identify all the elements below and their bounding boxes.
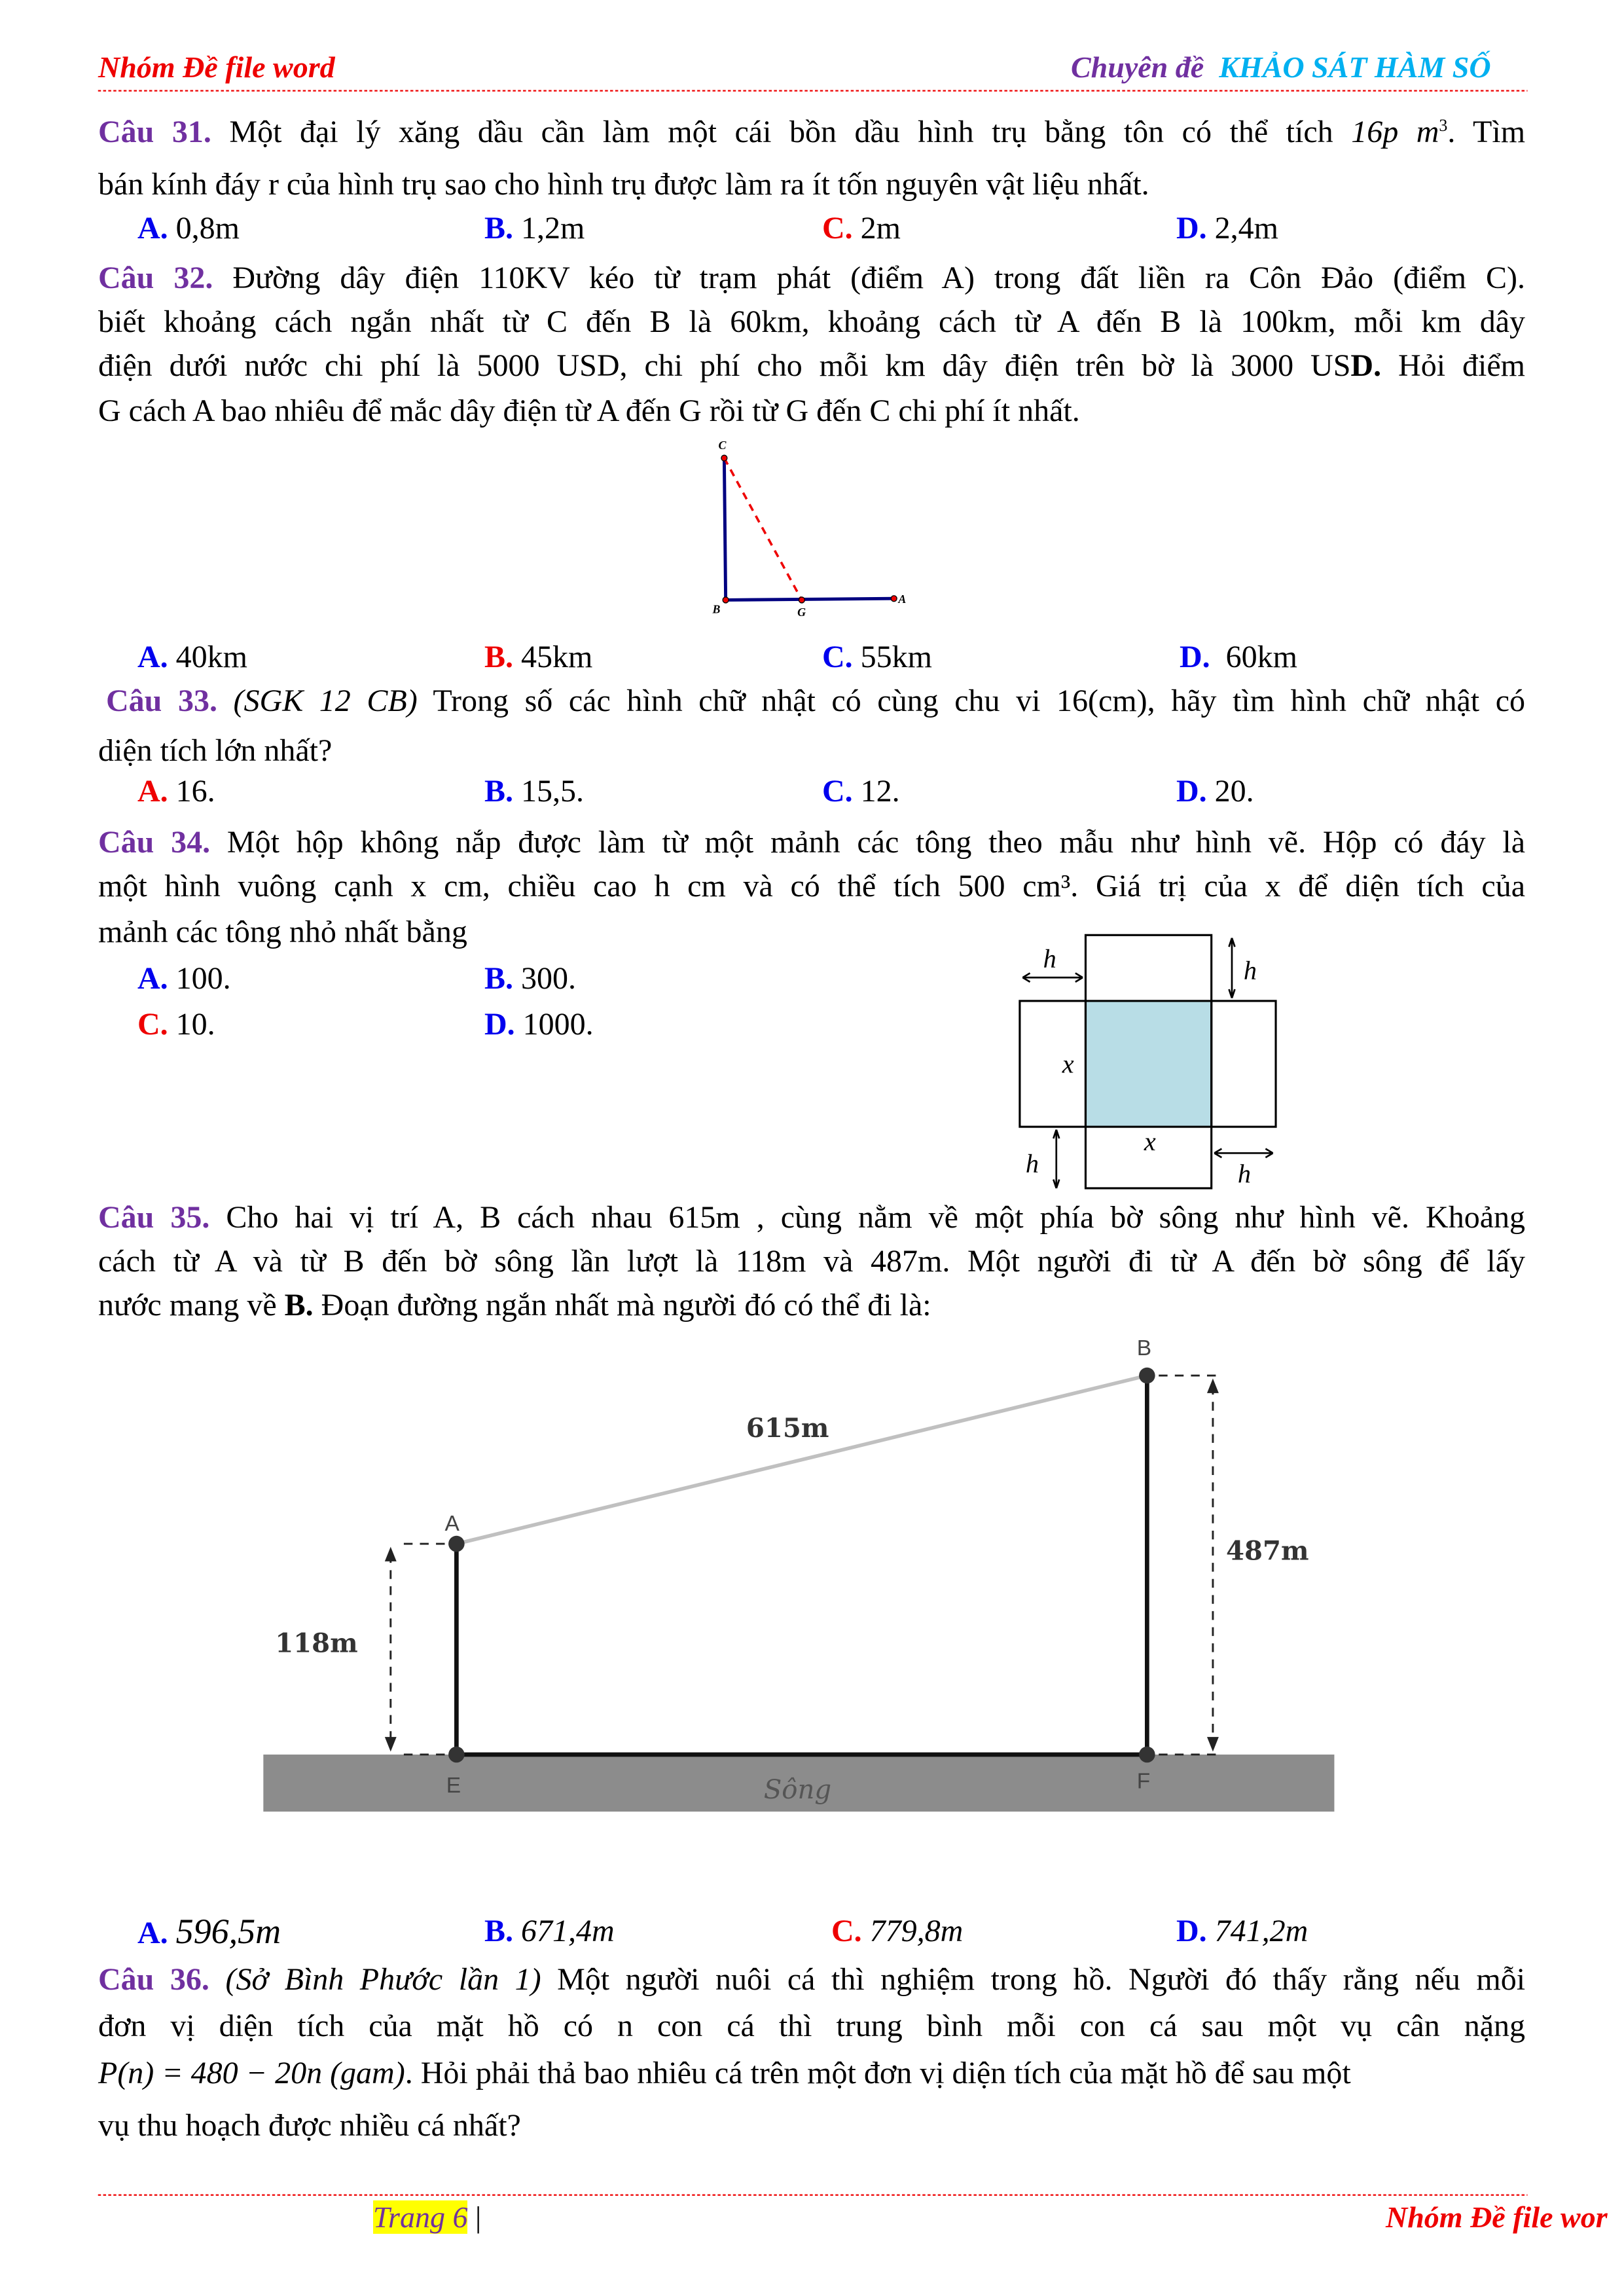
- q32-line2: biết khoảng cách ngắn nhất từ C đến B là 60km, khoảng cách từ A đến B là 100km, mỗi km dây: [98, 304, 1525, 339]
- page-number: Trang 6: [373, 2200, 468, 2234]
- q36-line2: đơn vị diện tích của mặt hồ có n con cá thì trung bình mỗi con cá sau một vụ cân nặng: [98, 2009, 1525, 2043]
- label-ab-distance: 615m: [746, 1412, 829, 1444]
- option-label: A.: [137, 961, 168, 996]
- question-label: Câu 35.: [98, 1200, 210, 1235]
- q36-text: . Hỏi phải thả bao nhiêu cá trên một đơn vị diện tích của mặt hồ để sau một: [405, 2056, 1351, 2090]
- q32-text: điện dưới nước chi phí là 5000 USD, chi phí cho mỗi km dây điện trên bờ là 3000 US: [98, 348, 1351, 383]
- option-label: A.: [137, 211, 168, 246]
- point-c: [721, 455, 727, 461]
- footer-separator: |: [475, 2200, 482, 2234]
- q36-formula: P(n) = 480 − 20n (gam): [98, 2056, 405, 2090]
- option-text: 45km: [521, 640, 593, 674]
- option-label: C.: [822, 211, 853, 246]
- q34-line2: một hình vuông cạnh x cm, chiều cao h cm và có thể tích 500 cm³. Giá trị của x để diện tích của: [98, 869, 1525, 903]
- option-text: 0,8m: [175, 211, 240, 246]
- option-label: C.: [831, 1914, 862, 1948]
- label-river: Sông: [763, 1775, 832, 1806]
- q32-bold: D.: [1350, 348, 1382, 383]
- option-label: B.: [484, 1914, 514, 1948]
- option-text: 741,2m: [1214, 1914, 1308, 1948]
- label-h: h: [1025, 1148, 1039, 1178]
- option-text: 1,2m: [521, 211, 585, 246]
- segment-ab: [456, 1376, 1147, 1544]
- label-e: E: [446, 1774, 461, 1798]
- q35-text: nước mang về: [98, 1288, 285, 1322]
- option-text: 55km: [860, 640, 933, 674]
- option-text: 100.: [175, 961, 231, 996]
- question-label: Câu 32.: [98, 261, 213, 295]
- option-text: 15,5.: [521, 774, 585, 809]
- option-text: 16.: [175, 774, 215, 809]
- label-h: h: [1243, 955, 1257, 985]
- segment-cb: [724, 458, 725, 600]
- point-b: [723, 597, 729, 603]
- question-label: Câu 31.: [98, 115, 211, 149]
- option-text: 12.: [860, 774, 900, 809]
- option-text: 2,4m: [1214, 211, 1279, 246]
- q32-text-end: Hỏi điểm: [1381, 348, 1525, 383]
- q36-line4: vụ thu hoạch được nhiều cá nhất?: [98, 2108, 521, 2143]
- point-g: [799, 597, 804, 603]
- q32-text: Đường dây điện 110KV kéo từ trạm phát (điểm A) trong đất liền ra Côn Đảo (điểm C).: [232, 261, 1526, 295]
- label-ae-distance: 118m: [275, 1628, 358, 1659]
- option-label: B.: [484, 640, 514, 674]
- q31-line2: bán kính đáy r của hình trụ sao cho hình trụ được làm ra ít tốn nguyên vật liệu nhất.: [98, 167, 1149, 202]
- q31-sup: 3: [1439, 116, 1448, 135]
- option-text: 20.: [1214, 774, 1254, 809]
- header-prefix: Chuyên đề: [1071, 50, 1204, 84]
- q36-text: Một người nuôi cá thì nghiệm trong hồ. Người đó thấy rằng nếu mỗi: [541, 1962, 1526, 1997]
- q35-text: Cho hai vị trí A, B cách nhau 615m , cùng nằm về một phía bờ sông như hình vẽ. Khoảng: [226, 1200, 1526, 1235]
- option-text: 300.: [521, 961, 577, 996]
- label-a: A: [444, 1511, 460, 1536]
- label-h: h: [1237, 1159, 1252, 1189]
- q31-text: Một đại lý xăng dầu cần làm một cái bồn dầu hình trụ bằng tôn có thể tích: [229, 115, 1333, 149]
- label-c: C: [718, 439, 727, 452]
- label-b: B: [1136, 1336, 1152, 1360]
- label-a: A: [898, 592, 907, 606]
- q34-text: Một hộp không nắp được làm từ một mảnh các tông theo mẫu như hình vẽ. Hộp có đáy là: [226, 825, 1526, 860]
- option-text: 779,8m: [869, 1914, 964, 1948]
- option-label: A.: [137, 640, 168, 674]
- header-left: Nhóm Đề file word: [98, 50, 335, 84]
- q36-source: (Sở Bình Phước lần 1): [225, 1962, 541, 1997]
- footer-right: Nhóm Đề file wor: [1386, 2200, 1608, 2234]
- label-f: F: [1136, 1769, 1151, 1794]
- q31-text-end: . Tìm: [1447, 115, 1526, 149]
- option-text: 596,5m: [175, 1912, 281, 1951]
- option-label: C.: [822, 774, 853, 809]
- label-x: x: [1062, 1049, 1074, 1079]
- option-label: D.: [1176, 774, 1207, 809]
- q33-line2: diện tích lớn nhất?: [98, 733, 333, 768]
- segment-cg: [724, 458, 801, 600]
- option-label: A.: [137, 774, 168, 809]
- q35-line2: cách từ A và từ B đến bờ sông lần lượt là 118m và 487m. Một người đi từ A đến bờ sông để lấy: [98, 1244, 1525, 1279]
- label-bf-distance: 487m: [1226, 1535, 1309, 1567]
- label-h: h: [1043, 943, 1056, 974]
- option-label: D.: [1176, 211, 1207, 246]
- q31-math: 16p m: [1351, 115, 1439, 149]
- q33-source: (SGK 12 CB): [233, 683, 418, 718]
- option-label: D.: [1176, 1914, 1207, 1948]
- label-g: G: [797, 606, 806, 619]
- option-label: D.: [484, 1007, 515, 1042]
- option-label: B.: [484, 961, 514, 996]
- option-text: 60km: [1225, 640, 1298, 674]
- q32-line4: G cách A bao nhiêu để mắc dây điện từ A đến G rồi từ G đến C chi phí ít nhất.: [98, 393, 1080, 428]
- question-label: Câu 33.: [106, 683, 217, 718]
- base-square: [1085, 1001, 1211, 1127]
- q34-line3: mảnh các tông nhỏ nhất bằng: [98, 915, 467, 949]
- q33-text: Trong số các hình chữ nhật có cùng chu vi 16(cm), hãy tìm hình chữ nhật có: [417, 683, 1526, 718]
- point-a: [448, 1536, 465, 1552]
- q32-figure: [712, 439, 907, 619]
- option-label: A.: [137, 1916, 168, 1950]
- option-label: C.: [137, 1007, 168, 1042]
- question-label: Câu 34.: [98, 825, 211, 860]
- header-topic: KHẢO SÁT HÀM SỐ: [1219, 50, 1491, 84]
- option-text: 10.: [175, 1007, 215, 1042]
- option-text: 671,4m: [521, 1914, 615, 1948]
- q35-bold: B.: [284, 1288, 314, 1322]
- option-label: B.: [484, 774, 514, 809]
- option-text: 2m: [860, 211, 901, 246]
- point-f: [1139, 1747, 1155, 1763]
- point-b: [1139, 1368, 1155, 1384]
- label-x: x: [1144, 1126, 1156, 1156]
- point-e: [448, 1747, 465, 1763]
- point-a: [891, 596, 897, 602]
- label-b: B: [712, 602, 721, 616]
- option-label: C.: [822, 640, 853, 674]
- option-label: B.: [484, 211, 514, 246]
- option-label: D.: [1180, 640, 1210, 674]
- option-text: 1000.: [522, 1007, 594, 1042]
- q35-text-end: Đoạn đường ngắn nhất mà người đó có thể đi là:: [313, 1288, 931, 1322]
- q34-figure: [1020, 935, 1276, 1188]
- option-text: 40km: [175, 640, 248, 674]
- q35-figure: [263, 1336, 1334, 1812]
- question-label: Câu 36.: [98, 1962, 209, 1997]
- segment-ba: [726, 598, 894, 600]
